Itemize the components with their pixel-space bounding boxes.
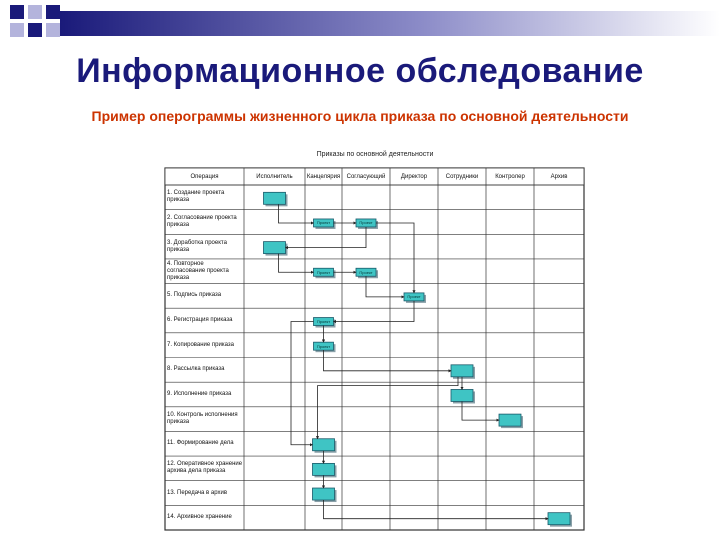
process-box (404, 293, 424, 301)
flow-arrow (334, 301, 415, 322)
row-label: 10. Контроль исполнения приказа (167, 412, 238, 426)
decorative-squares (0, 0, 720, 50)
slide-title: Информационное обследование (76, 52, 644, 90)
column-header: Сотрудники (445, 173, 479, 180)
row-label: 12. Оперативное хранение архива дела приказа (167, 461, 243, 475)
diagram-title: Приказы по основной деятельности (316, 151, 434, 158)
process-box (499, 414, 521, 426)
row-label: 7. Копирование приказа (167, 341, 234, 348)
process-box-label: Проект (316, 343, 331, 349)
flow-arrow (324, 350, 452, 371)
column-header: Операция (190, 173, 219, 180)
row-label: 9. Исполнение приказа (167, 390, 232, 397)
column-header: Директор (400, 173, 428, 180)
column-header: Исполнитель (256, 173, 293, 180)
row-label: 4. Повторное согласование проекта приказа (167, 260, 229, 281)
process-box (356, 268, 376, 276)
flow-arrow (279, 254, 314, 273)
flow-arrow (462, 401, 499, 420)
process-box (451, 389, 473, 401)
column-header: Контролер (495, 173, 525, 180)
flow-arrow (318, 377, 459, 439)
process-box-label: Проект (316, 319, 331, 325)
process-box-label: Проект (316, 269, 331, 275)
row-label: 5. Подпись приказа (167, 292, 222, 299)
process-box (313, 488, 335, 500)
process-box (313, 463, 335, 475)
column-header: Согласующий (346, 173, 386, 180)
row-label: 2. Согласование проекта приказа (167, 214, 237, 228)
operogram-diagram (160, 150, 590, 535)
process-box (314, 342, 334, 350)
process-box-label: Проект (359, 220, 373, 226)
process-box (314, 219, 334, 227)
column-header: Архив (550, 173, 568, 180)
process-box (264, 192, 286, 204)
flow-arrow (376, 223, 414, 293)
process-box (356, 219, 376, 227)
row-label: 8. Рассылка приказа (167, 366, 225, 373)
process-box (314, 318, 334, 326)
row-label: 1. Создание проекта приказа (167, 190, 225, 204)
flow-arrow (366, 276, 404, 297)
process-box (548, 513, 570, 525)
flow-arrow (279, 204, 314, 223)
flow-arrow (286, 227, 367, 248)
process-box-label: Проект (316, 220, 331, 226)
row-label: 14. Архивное хранение (167, 514, 232, 521)
flow-arrow (291, 322, 314, 445)
column-header: Канцелярия (306, 173, 341, 180)
flow-arrow (324, 500, 549, 519)
process-box (313, 439, 335, 451)
slide-subtitle: Пример оперограммы жизненного цикла приказа по основной деятельности (91, 108, 629, 124)
process-box (264, 242, 286, 254)
process-box (451, 365, 473, 377)
process-box-label: Проект (359, 269, 373, 275)
process-box (314, 268, 334, 276)
process-box-label: Проект (407, 294, 421, 300)
row-label: 11. Формирование дела (167, 440, 234, 447)
row-label: 3. Доработка проекта приказа (167, 239, 227, 253)
row-label: 13. Передача в архив (167, 489, 228, 496)
row-label: 6. Регистрация приказа (167, 317, 233, 324)
